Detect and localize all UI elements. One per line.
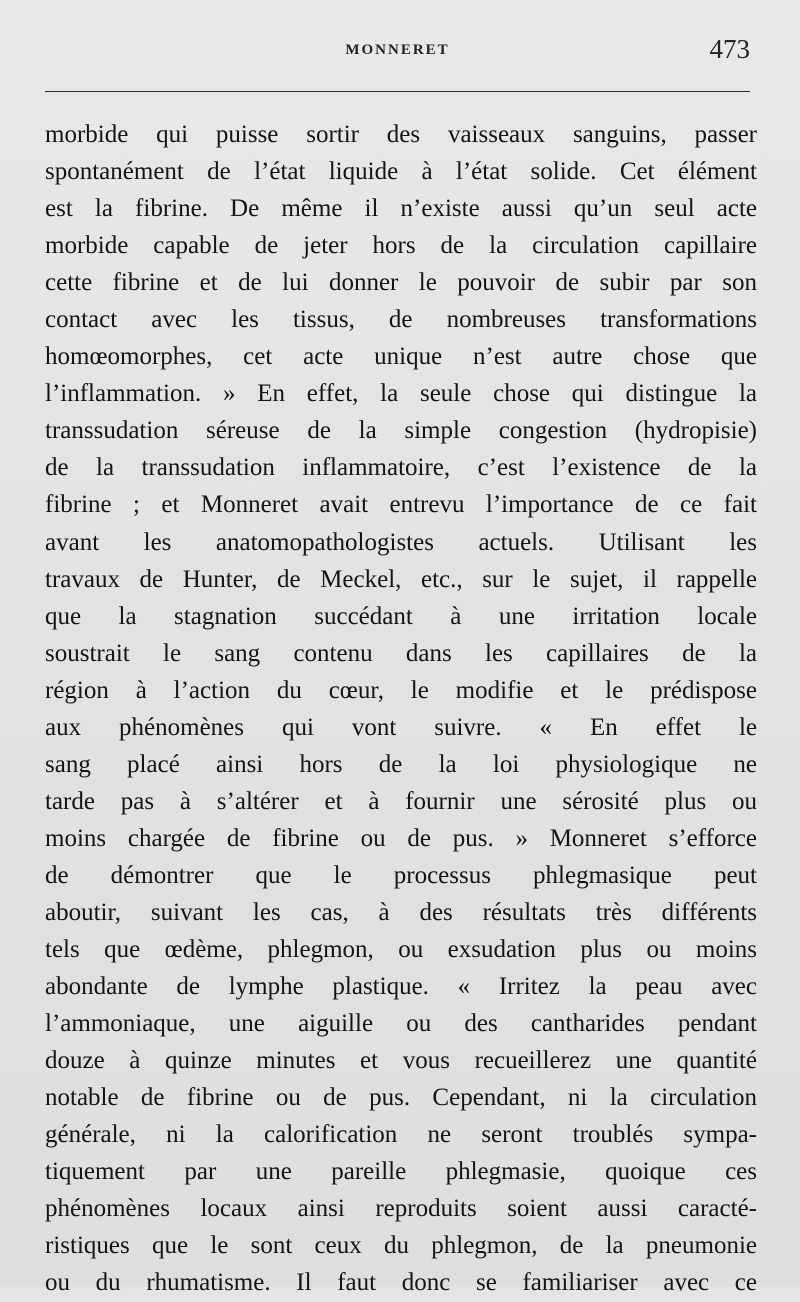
text-line: spontanément de l’état liquide à l’état solide. Cet élément	[45, 158, 757, 186]
text-line: phénomènes locaux ainsi reproduits soient aussi caracté-	[45, 1195, 757, 1223]
text-line: travaux de Hunter, de Meckel, etc., sur le sujet, il rappelle	[45, 565, 757, 593]
text-line: contact avec les tissus, de nombreuses transformations	[45, 306, 757, 334]
text-line: tels que œdème, phlegmon, ou exsudation plus ou moins	[45, 936, 757, 964]
text-line: aux phénomènes qui vont suivre. « En effet le	[45, 713, 757, 741]
page-number: 473	[709, 34, 750, 64]
running-head	[45, 30, 750, 80]
text-line: homœomorphes, cet acte unique n’est autre chose que	[45, 343, 757, 371]
text-line: sang placé ainsi hors de la loi physiologique ne	[45, 750, 757, 778]
text-line: abondante de lymphe plastique. « Irritez la peau avec	[45, 973, 757, 1001]
text-line: ristiques que le sont ceux du phlegmon, de la pneumonie	[45, 1232, 757, 1260]
text-line: est la fibrine. De même il n’existe aussi qu’un seul acte	[45, 195, 757, 223]
text-line: aboutir, suivant les cas, à des résultats très différents	[45, 898, 757, 926]
running-title: MONNERET	[345, 42, 450, 58]
text-line: ou du rhumatisme. Il faut donc se familiariser avec ce	[45, 1269, 757, 1297]
text-line: région à l’action du cœur, le modifie et le prédispose	[45, 676, 757, 704]
text-line: moins chargée de fibrine ou de pus. » Monneret s’efforce	[45, 824, 757, 852]
text-line: morbide qui puisse sortir des vaisseaux sanguins, passer	[45, 121, 757, 148]
text-line: de démontrer que le processus phlegmasique peut	[45, 861, 757, 889]
text-line: générale, ni la calorification ne seront troublés sympa-	[45, 1121, 757, 1149]
text-line: tiquement par une pareille phlegmasie, quoique ces	[45, 1158, 757, 1186]
header-rule	[45, 91, 750, 92]
text-line: notable de fibrine ou de pus. Cependant, ni la circulation	[45, 1084, 757, 1112]
text-line: tarde pas à s’altérer et à fournir une sérosité plus ou	[45, 787, 757, 815]
text-line: cette fibrine et de lui donner le pouvoir de subir par son	[45, 269, 757, 297]
text-line: transsudation séreuse de la simple congestion (hydropisie)	[45, 417, 757, 445]
text-line: fibrine ; et Monneret avait entrevu l’importance de ce fait	[45, 491, 757, 519]
text-line: l’inflammation. » En effet, la seule chose qui distingue la	[45, 380, 757, 408]
body-text	[45, 116, 757, 1302]
text-line: douze à quinze minutes et vous recueillerez une quantité	[45, 1047, 757, 1075]
text-line: avant les anatomopathologistes actuels. Utilisant les	[45, 528, 757, 556]
text-line: que la stagnation succédant à une irritation locale	[45, 602, 757, 630]
text-line: soustrait le sang contenu dans les capillaires de la	[45, 639, 757, 667]
text-line: l’ammoniaque, une aiguille ou des cantharides pendant	[45, 1010, 757, 1038]
text-line: de la transsudation inflammatoire, c’est l’existence de la	[45, 454, 757, 482]
text-line: morbide capable de jeter hors de la circulation capillaire	[45, 232, 757, 260]
